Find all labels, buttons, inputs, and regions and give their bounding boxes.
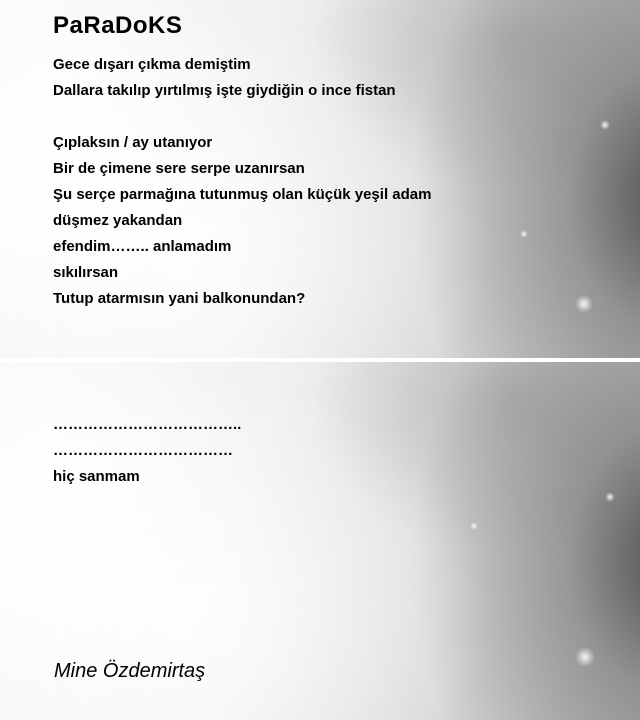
poem-line: ……………………………….. — [53, 416, 242, 433]
poem-line: Şu serçe parmağına tutunmuş olan küçük yeşil adam — [53, 186, 432, 203]
author-signature: Mine Özdemirtaş — [54, 660, 206, 682]
poem-line: Tutup atarmısın yani balkonundan? — [53, 290, 306, 307]
light-sparkle — [605, 492, 615, 502]
light-sparkle — [470, 522, 478, 530]
light-sparkle — [575, 647, 595, 667]
poem-line: Gece dışarı çıkma demiştim — [53, 56, 251, 73]
poem-title: PaRaDoKS — [53, 12, 183, 39]
poem-line: ……………………………… — [53, 442, 233, 459]
light-sparkle — [575, 295, 593, 313]
light-sparkle — [600, 120, 610, 130]
poem-line: düşmez yakandan — [53, 212, 183, 229]
poem-line: Dallara takılıp yırtılmış işte giydiğin o ince fistan — [53, 82, 396, 99]
poem-line: Bir de çimene sere serpe uzanırsan — [53, 160, 305, 177]
poem-line: efendim…….. anlamadım — [53, 238, 232, 255]
poem-line: sıkılırsan — [53, 264, 119, 281]
poem-line: hiç sanmam — [53, 468, 140, 485]
light-sparkle — [520, 230, 528, 238]
poem-line: Çıplaksın / ay utanıyor — [53, 134, 213, 151]
